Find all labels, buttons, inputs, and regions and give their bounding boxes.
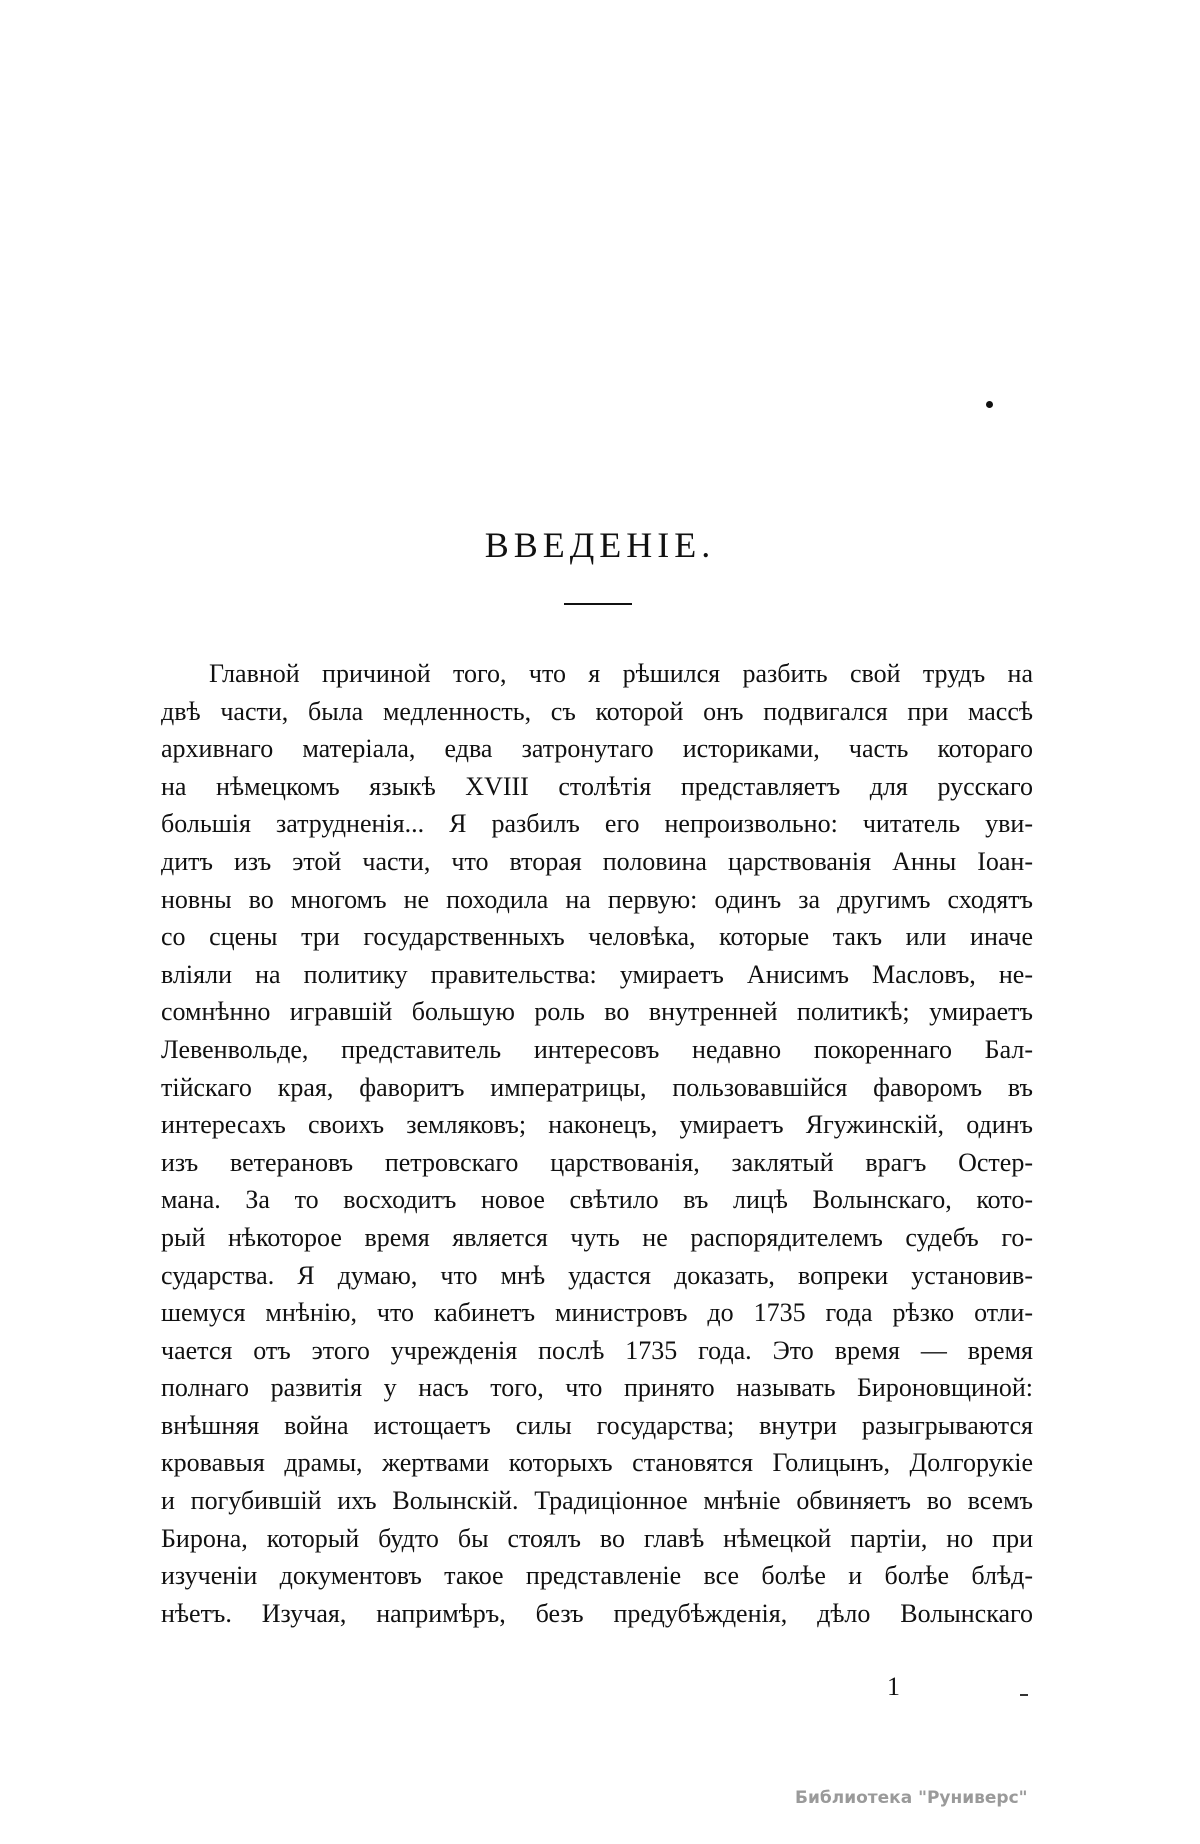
text-line: кровавыя драмы, жертвами которыхъ становятся Голицынъ, Долгорукіе — [161, 1448, 1033, 1478]
library-watermark: Библиотека "Руниверс" — [795, 1788, 1028, 1808]
text-line: тійскаго края, фаворитъ императрицы, пользовавшійся фаворомъ въ — [161, 1072, 1033, 1102]
text-line: сомнѣнно игравшій большую роль во внутренней политикѣ; умираетъ — [161, 997, 1033, 1027]
page-number: 1 — [887, 1672, 900, 1701]
text-line: рый нѣкоторое время является чуть не распорядителемъ судебъ го- — [161, 1222, 1033, 1252]
text-line: изъ ветерановъ петровскаго царствованія, заклятый врагъ Остер- — [161, 1147, 1033, 1177]
text-line: и погубившій ихъ Волынскій. Традиціонное мнѣніе обвиняетъ во всемъ — [161, 1486, 1033, 1516]
body-paragraph — [161, 655, 1033, 1632]
text-line: нѣетъ. Изучая, напримѣръ, безъ предубѣжденія, дѣло Волынскаго — [161, 1598, 1033, 1628]
text-line: Левенвольде, представитель интересовъ недавно покореннаго Бал- — [161, 1034, 1033, 1064]
text-line: дитъ изъ этой части, что вторая половина царствованія Анны Іоан- — [161, 846, 1033, 876]
stray-mark — [1020, 1694, 1028, 1696]
text-line: на нѣмецкомъ языкѣ XVIII столѣтія представляетъ для русскаго — [161, 771, 1033, 801]
stray-mark — [986, 401, 993, 408]
text-line: внѣшняя война истощаетъ силы государства; внутри разыгрываются — [161, 1410, 1033, 1440]
text-line: вліяли на политику правительства: умираетъ Анисимъ Масловъ, не- — [161, 959, 1033, 989]
text-line: двѣ части, была медленность, съ которой онъ подвигался при массѣ — [161, 696, 1033, 726]
text-line: чается отъ этого учрежденія послѣ 1735 года. Это время — время — [161, 1335, 1033, 1365]
chapter-heading: ВВЕДЕНІЕ. — [484, 525, 716, 565]
text-line: полнаго развитія у насъ того, что принято называть Бироновщиной: — [161, 1373, 1033, 1403]
text-line: Бирона, который будто бы стоялъ во главѣ нѣмецкой партіи, но при — [161, 1523, 1033, 1553]
text-line: мана. За то восходитъ новое свѣтило въ лицѣ Волынскаго, кото- — [161, 1185, 1033, 1215]
text-line: архивнаго матеріала, едва затронутаго историками, часть котораго — [161, 734, 1033, 764]
text-line: шемуся мнѣнію, что кабинетъ министровъ до 1735 года рѣзко отли- — [161, 1298, 1033, 1328]
heading-rule — [564, 603, 632, 605]
text-line: новны во многомъ не походила на первую: одинъ за другимъ сходятъ — [161, 884, 1033, 914]
text-line: сударства. Я думаю, что мнѣ удастся доказать, вопреки установив- — [161, 1260, 1033, 1290]
text-line: изученіи документовъ такое представленіе все болѣе и болѣе блѣд- — [161, 1561, 1033, 1591]
text-line: большія затрудненія... Я разбилъ его непроизвольно: читатель уви- — [161, 809, 1033, 839]
text-line: Главной причиной того, что я рѣшился разбить свой трудъ на — [209, 659, 1033, 688]
text-line: интересахъ своихъ земляковъ; наконецъ, умираетъ Ягужинскій, одинъ — [161, 1110, 1033, 1140]
text-line: со сцены три государственныхъ человѣка, которые такъ или иначе — [161, 922, 1033, 952]
